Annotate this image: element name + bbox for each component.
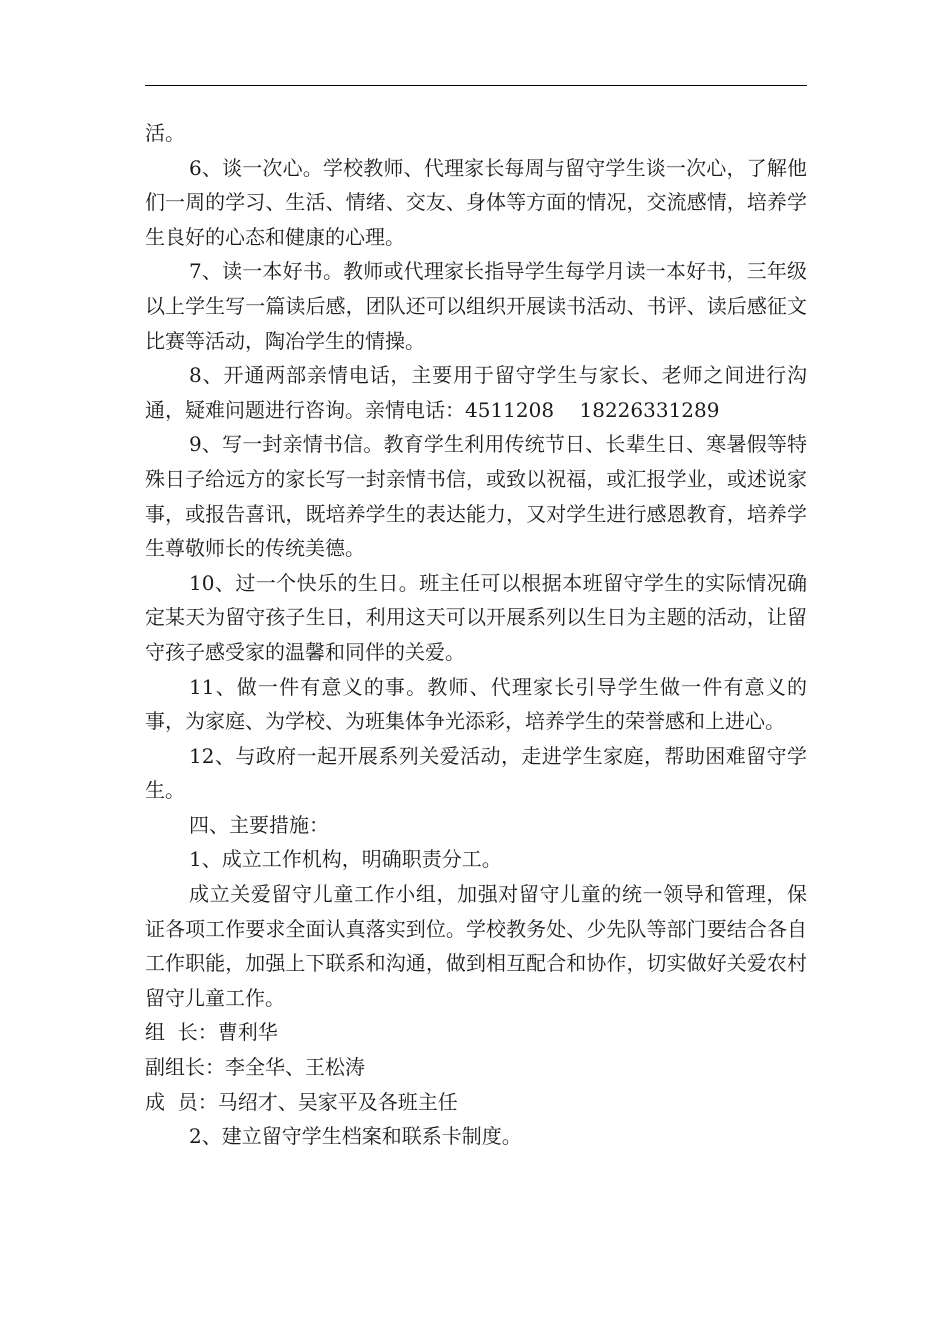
document-body: [145, 116, 807, 1154]
paragraph-government-care: 12、与政府一起开展系列关爱活动，走进学生家庭，帮助困难留守学生。: [145, 743, 807, 803]
paragraph-talk-heart: 6、谈一次心。学校教师、代理家长每周与留守学生谈一次心，了解他们一周的学习、生活、情绪、交友、身体等方面的情况，交流感情，培养学生良好的心态和健康的心理。: [145, 155, 807, 249]
paragraph-continuation: 活。: [145, 121, 185, 145]
subheading-student-records: 2、建立留守学生档案和联系卡制度。: [189, 1124, 522, 1149]
header-rule: [145, 85, 807, 86]
paragraph-read-book: 7、读一本好书。教师或代理家长指导学生每学月读一本好书，三年级以上学生写一篇读后感，团队还可以组织开展读书活动、书评、读后感征文比赛等活动，陶冶学生的情操。: [145, 259, 807, 353]
subheading-work-organization: 1、成立工作机构，明确职责分工。: [189, 847, 502, 872]
paragraph-family-phone: 8、开通两部亲情电话，主要用于留守学生与家长、老师之间进行沟通，疑难问题进行咨询。亲情电话：4511208 18226331289: [145, 363, 807, 422]
role-deputy-leader: 副组长：李全华、王松涛: [145, 1055, 365, 1080]
role-group-leader: 组 长：曹利华: [145, 1020, 278, 1045]
role-members: 成 员：马绍才、吴家平及各班主任: [145, 1089, 458, 1114]
paragraph-working-group: 成立关爱留守儿童工作小组，加强对留守儿童的统一领导和管理，保证各项工作要求全面认真落实到位。学校教务处、少先队等部门要结合各自工作职能，加强上下联系和沟通，做到相互配合和协作，切实做好关爱农村留守儿童工作。: [145, 882, 807, 1010]
paragraph-meaningful-deed: 11、做一件有意义的事。教师、代理家长引导学生做一件有意义的事，为家庭、为学校、为班集体争光添彩，培养学生的荣誉感和上进心。: [145, 674, 807, 734]
section-heading-measures: 四、主要措施：: [189, 812, 329, 837]
paragraph-family-letter: 9、写一封亲情书信。教育学生利用传统节日、长辈生日、寒暑假等特殊日子给远方的家长写一封亲情书信，或致以祝福，或汇报学业，或述说家事，或报告喜讯，既培养学生的表达能力，又对学生进行感恩教育，培养学生尊敬师长的传统美德。: [145, 432, 807, 561]
paragraph-birthday: 10、过一个快乐的生日。班主任可以根据本班留守学生的实际情况确定某天为留守孩子生日，利用这天可以开展系列以生日为主题的活动，让留守孩子感受家的温馨和同伴的关爱。: [145, 570, 807, 664]
